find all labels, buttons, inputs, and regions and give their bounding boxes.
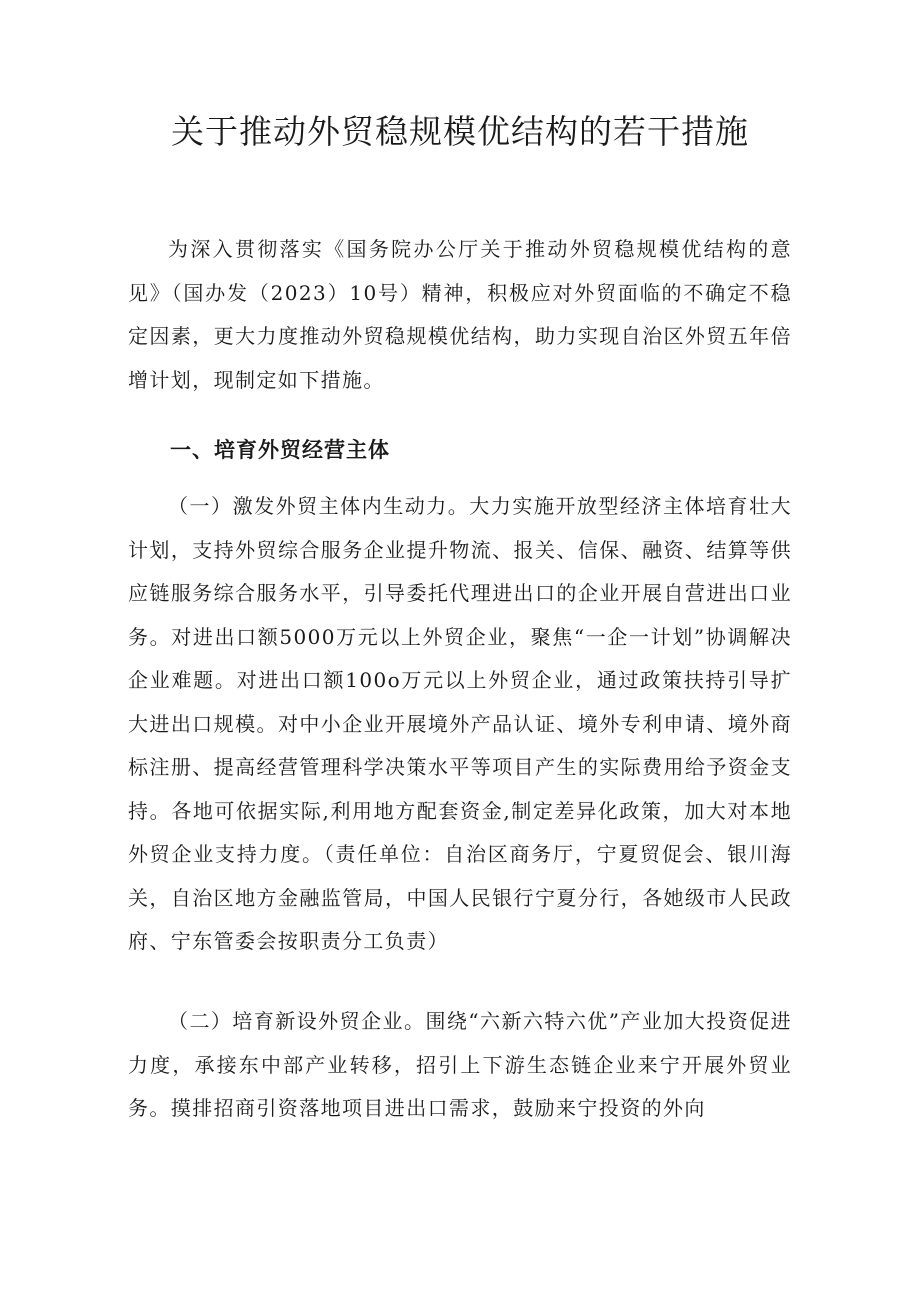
measure-item-1 (128, 485, 792, 964)
measure-item-2 (128, 1000, 792, 1131)
intro-section (128, 228, 792, 402)
measure-paragraph: （二）培育新设外贸企业。围绕“六新六特六优”产业加大投资促进力度，承接东中部产业转移，招引上下游生态链企业来宁开展外贸业务。摸排招商引资落地项目进出口需求，鼓励来宁投资的外向 (128, 1009, 792, 1120)
measure-paragraph: （一）激发外贸主体内生动力。大力实施开放型经济主体培育壮大计划，支持外贸综合服务企业提升物流、报关、信保、融资、结算等供应链服务综合服务水平，引导委托代理进出口的企业开展自营进出口业务。对进出口额5000万元以上外贸企业，聚焦“一企一计划”协调解决企业难题。对进出口额100o万元以上外贸企业，通过政策扶持引导扩大进出口规模。对中小企业开展境外产品认证、境外专利申请、境外商标注册、提高经营管理科学决策水平等项目产生的实际费用给予资金支持。各地可依据实际,利用地方配套资金,制定差异化政策，加大对本地外贸企业支持力度。（责任单位：自治区商务厅，宁夏贸促会、银川海关，自治区地方金融监管局，中国人民银行宁夏分行，各她级市人民政府、宁东管委会按职责分工负责） (128, 494, 792, 953)
document-title: 关于推动外贸稳规模优结构的若干措施 (171, 112, 749, 151)
intro-paragraph: 为深入贯彻落实《国务院办公厅关于推动外贸稳规模优结构的意见》（国办发（2023）10号）精神，积极应对外贸面临的不确定不稳定因素，更大力度推动外贸稳规模优结构，助力实现自治区外贸五年倍增计划，现制定如下措施。 (128, 237, 792, 392)
section-heading: 一、培育外贸经营主体 (170, 438, 390, 462)
